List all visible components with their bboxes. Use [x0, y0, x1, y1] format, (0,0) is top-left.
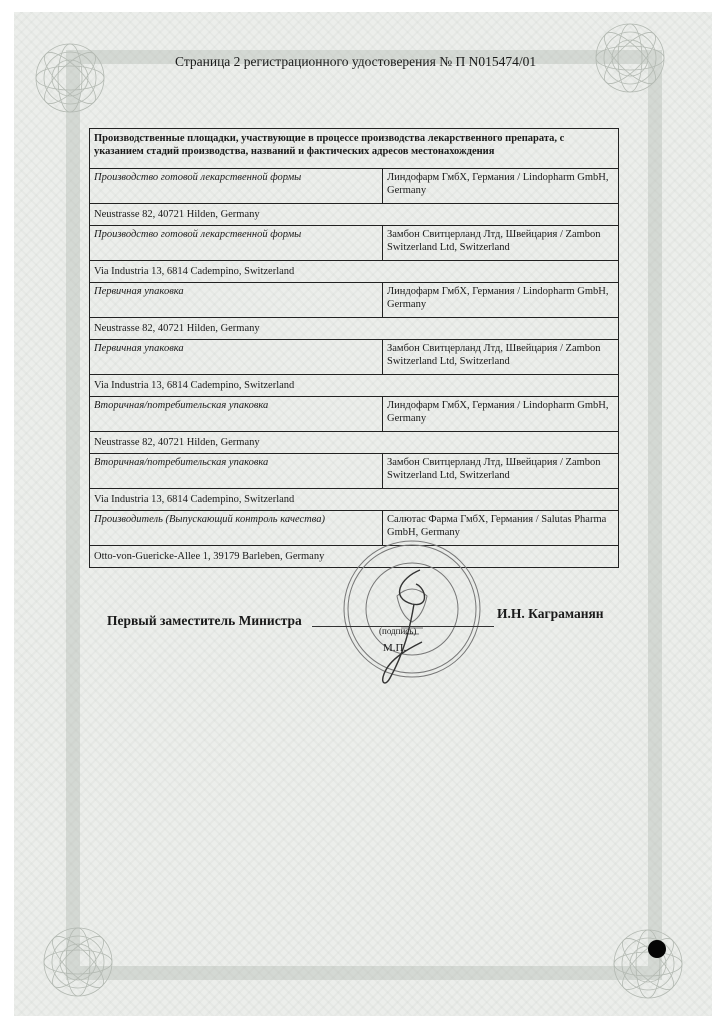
table-row	[90, 204, 619, 226]
stage-cell: Производитель (Выпускающий контроль качества)	[90, 511, 383, 546]
table-row	[90, 375, 619, 397]
address-cell: Via Industria 13, 6814 Cadempino, Switzerland	[90, 489, 619, 511]
address-cell: Via Industria 13, 6814 Cadempino, Switzerland	[90, 261, 619, 283]
company-cell: Замбон Свитцерланд Лтд, Швейцария / Zambon Switzerland Ltd, Switzerland	[383, 226, 619, 261]
table-heading: Производственные площадки, участвующие в процессе производства лекарственного препарата, с указанием стадий производства, названий и фактических адресов местонахождения	[90, 129, 619, 169]
company-cell: Линдофарм ГмбХ, Германия / Lindopharm GmbH, Germany	[383, 283, 619, 318]
table-row	[90, 283, 619, 318]
signatory-name: И.Н. Каграманян	[497, 606, 604, 621]
stage-cell: Производство готовой лекарственной формы	[90, 226, 383, 261]
address-cell: Via Industria 13, 6814 Cadempino, Switzerland	[90, 375, 619, 397]
signature-caption: (подпись)	[379, 626, 417, 636]
company-cell: Замбон Свитцерланд Лтд, Швейцария / Zambon Switzerland Ltd, Switzerland	[383, 340, 619, 375]
table-row	[90, 261, 619, 283]
rosette-ornament	[608, 924, 688, 1004]
seal-caption: М.П.	[383, 642, 407, 654]
table-row	[90, 226, 619, 261]
company-cell: Замбон Свитцерланд Лтд, Швейцария / Zambon Switzerland Ltd, Switzerland	[383, 454, 619, 489]
stage-cell: Первичная упаковка	[90, 340, 383, 375]
company-cell: Линдофарм ГмбХ, Германия / Lindopharm GmbH, Germany	[383, 169, 619, 204]
address-cell: Neustrasse 82, 40721 Hilden, Germany	[90, 318, 619, 340]
signatory-position: Первый заместитель Министра	[107, 613, 302, 628]
address-cell: Otto-von-Guericke-Allee 1, 39179 Barleben, Germany	[90, 546, 619, 568]
binding-hole	[648, 940, 666, 958]
table-row	[90, 397, 619, 432]
stage-cell: Вторичная/потребительская упаковка	[90, 454, 383, 489]
address-cell: Neustrasse 82, 40721 Hilden, Germany	[90, 204, 619, 226]
rosette-ornament	[38, 922, 118, 1002]
table-row	[90, 169, 619, 204]
page-title: Страница 2 регистрационного удостоверения № П N015474/01	[175, 54, 537, 69]
table-row	[90, 454, 619, 489]
address-cell: Neustrasse 82, 40721 Hilden, Germany	[90, 432, 619, 454]
company-cell: Линдофарм ГмбХ, Германия / Lindopharm GmbH, Germany	[383, 397, 619, 432]
table-row	[90, 318, 619, 340]
manufacturing-sites-table	[89, 128, 619, 568]
table-row	[90, 432, 619, 454]
company-cell: Салютас Фарма ГмбХ, Германия / Salutas Pharma GmbH, Germany	[383, 511, 619, 546]
stage-cell: Первичная упаковка	[90, 283, 383, 318]
stage-cell: Вторичная/потребительская упаковка	[90, 397, 383, 432]
table-header-row	[90, 129, 619, 169]
rosette-ornament	[590, 18, 670, 98]
rosette-ornament	[30, 38, 110, 118]
table-row	[90, 340, 619, 375]
table-row	[90, 489, 619, 511]
stage-cell: Производство готовой лекарственной формы	[90, 169, 383, 204]
